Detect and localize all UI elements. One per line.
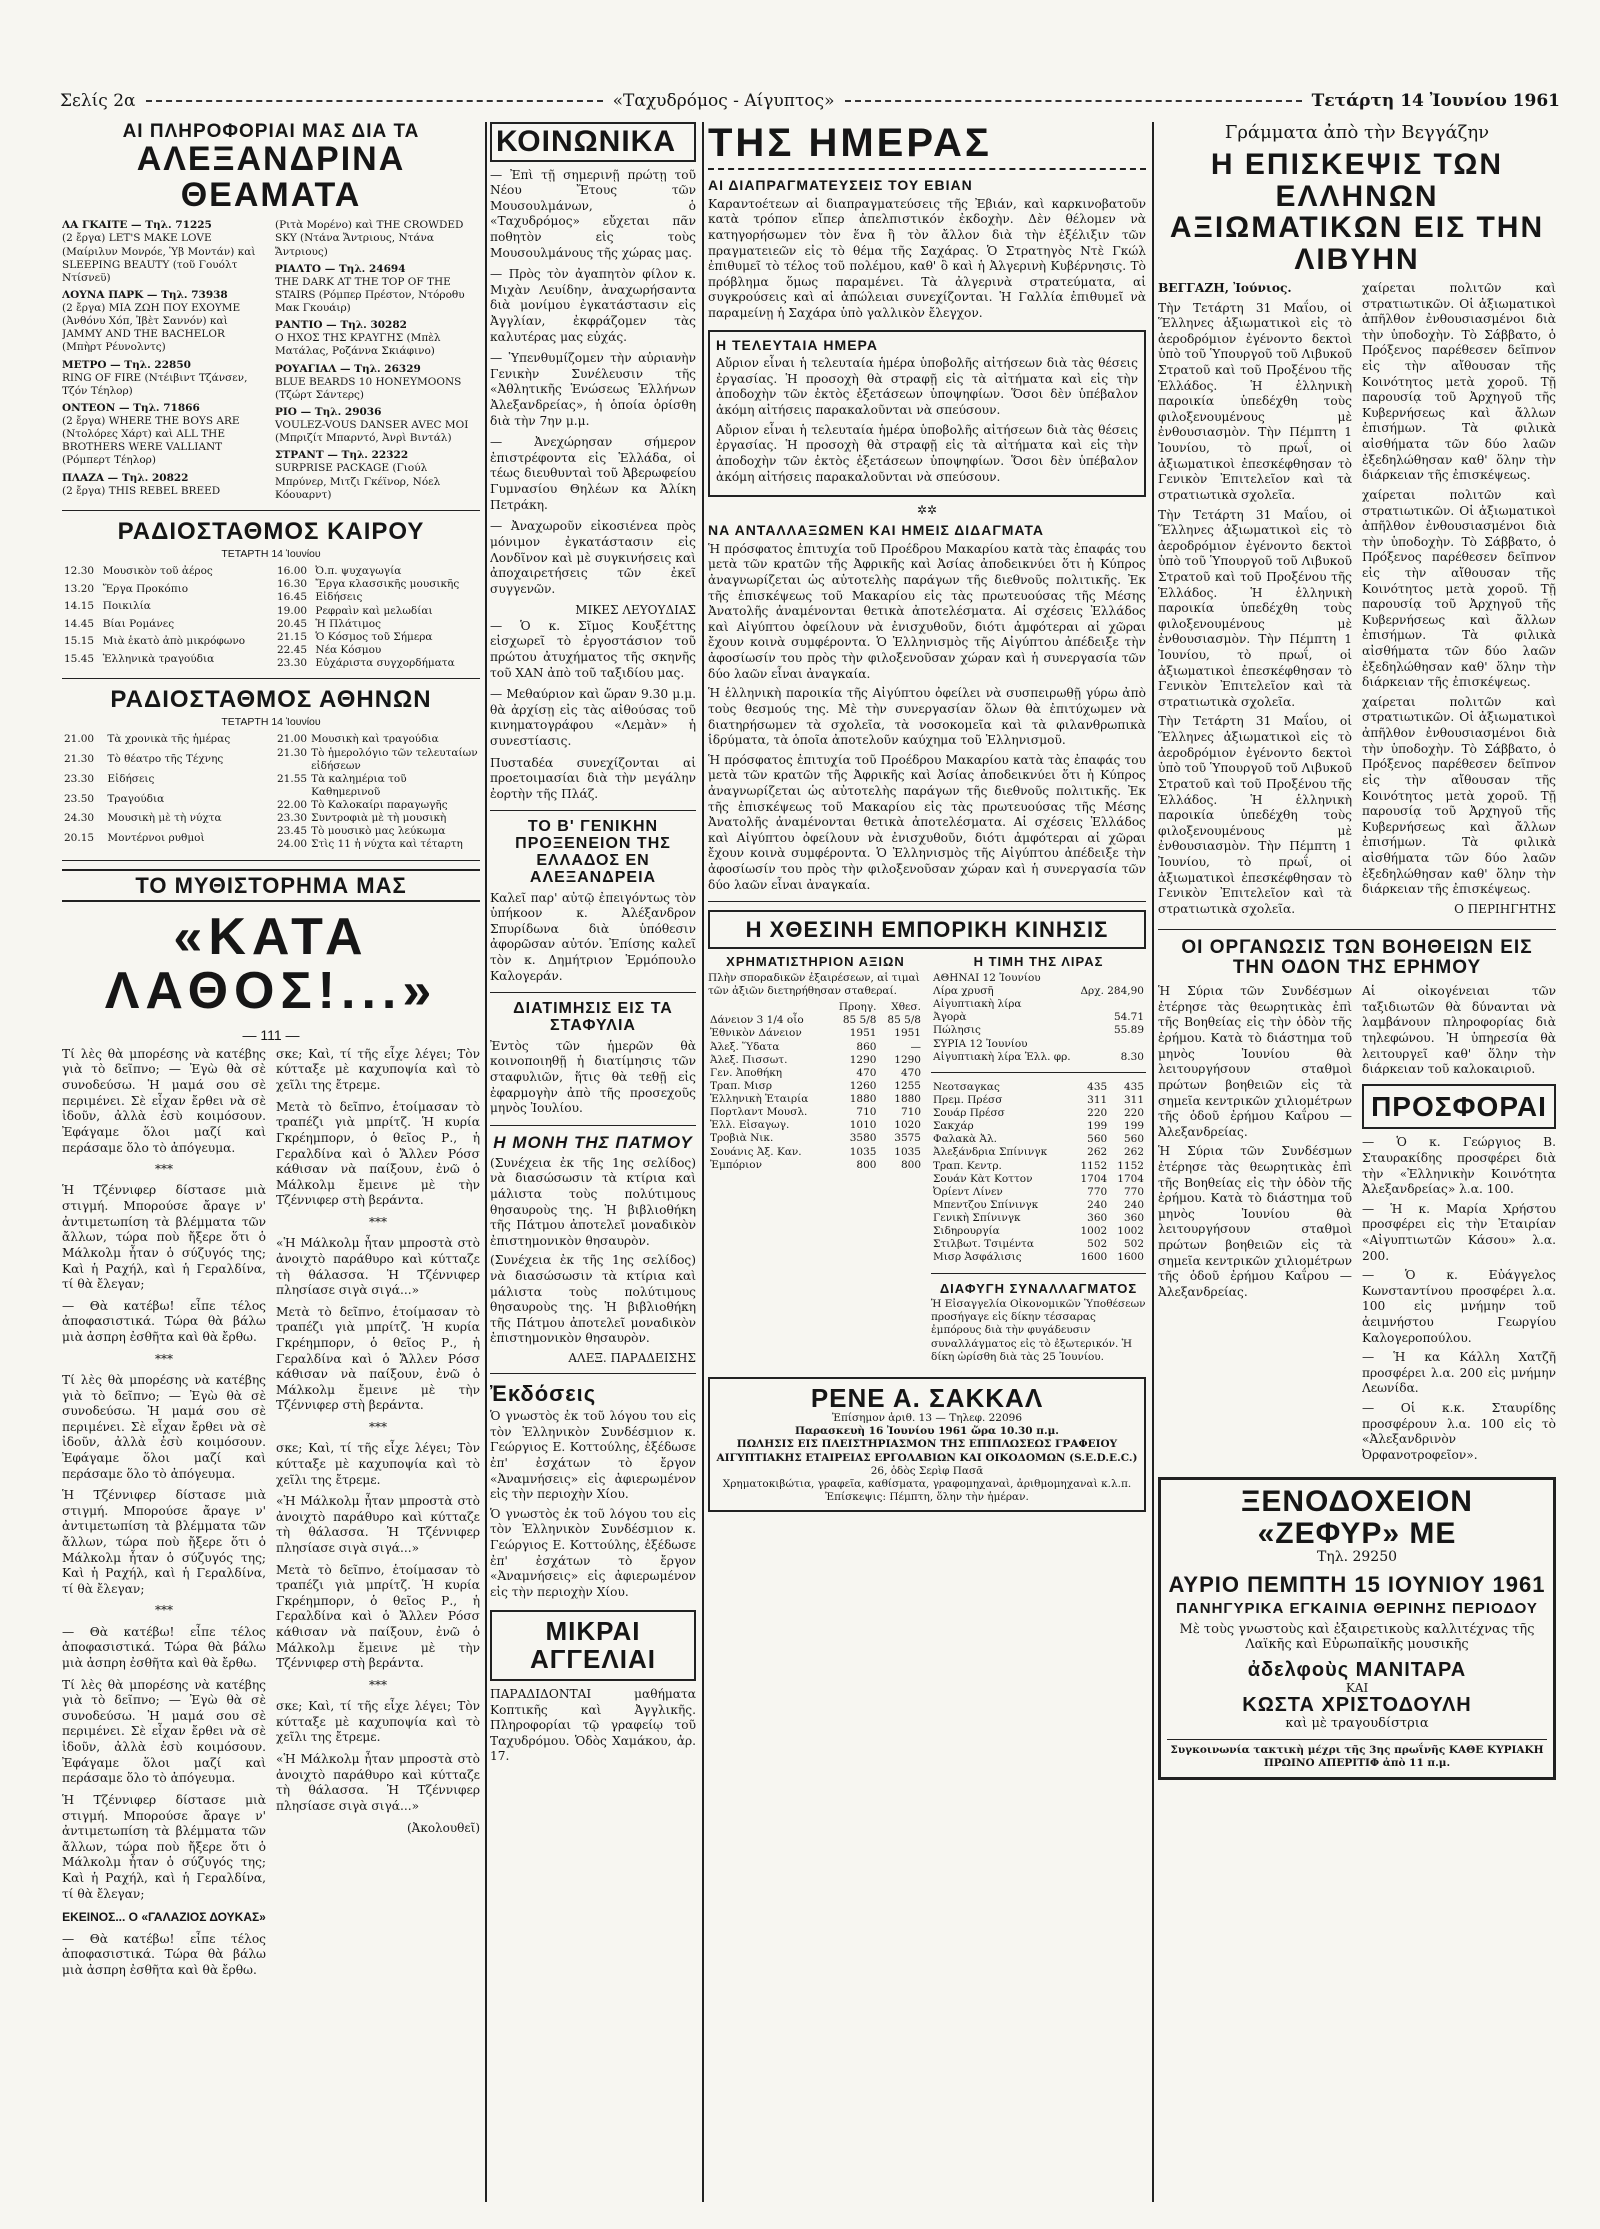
novel-body — [62, 1047, 480, 1985]
social-item: — Ὁ κ. Σῖμος Κουξέττης εἰσχωρεῖ τὸ ἐργοστάσιον τοῦ πρώτου ἀτυχήματος τῆς σκηνῆς τοῦ ΧΑΝ ἀπὸ τοῦ ταξιδίου μας. — [490, 618, 696, 680]
offer-item: — Ἡ κα Κάλλη Χατζῆ προσφέρει λ.α. 200 εἰς μνήμην Λεωνίδα. — [1362, 1350, 1556, 1396]
zefyr-footer: Συγκοινωνία τακτικὴ μέχρι τῆς 3ης πρωΐνῆς ΚΑΘΕ ΚΥΡΙΑΚΗ ΠΡΩΙΝΟ ΑΠΕΡΙΤΙΦ ἀπὸ 11 π.μ. — [1167, 1739, 1547, 1770]
benghazi-title: Η ΕΠΙΣΚΕΨΙΣ ΤΩΝ ΕΛΛΗΝΩΝ ΑΞΙΩΜΑΤΙΚΩΝ ΕΙΣ ΤΗΝ ΛΙΒΥΗΝ — [1169, 148, 1545, 276]
novel-paragraph: Τί λὲς θὰ μπορέσης νὰ κατέβης γιὰ τὸ δεῖπνο; — Ἐγὼ θὰ σὲ συνοδεύσω. Ἡ μαμά σου σὲ περιμένει. Σὲ εἶχαν ἔρθει νὰ σὲ ἰδοῦν, ἀλλὰ ἐσὺ κοιμόσουν. Ἐφάγαμε ὅλοι μαζί καὶ περάσαμε ὅλο τὸ ἀπόγευμα. — [62, 1372, 266, 1481]
consulate-heading: ΤΟ Β' ΓΕΝΙΚΗΝ ΠΡΟΞΕΝΕΙΟΝ ΤΗΣ ΕΛΛΑΔΟΣ ΕΝ ΑΛΕΞΑΝΔΡΕΙΑ — [515, 818, 671, 886]
patmos-text: (Συνέχεια ἐκ τῆς 1ης σελίδος) νὰ διασώσωσιν τὰ κτίρια καὶ μάλιστα τοὺς πολύτιμους θησαυροὺς της. Ἡ βιβλιοθήκη τῆς Πάτμου ἀποτελεῖ μοναδικὸν ἐπιστημονικὸν θησαυρὸν. — [490, 1253, 696, 1346]
cinema-item: (Ριτὰ Μορένο) καὶ THE CROWDED SKY (Ντάνα Ἄντριους, Ντάνα Ἄντριους) — [275, 219, 464, 258]
program-row: 23.30 Εἰδήσεις — [64, 772, 155, 785]
gold-section — [931, 955, 1146, 1367]
table-row: Ἑλληνικὴ Ἑταιρία 1880 1880 — [710, 1093, 921, 1106]
benghazi-paragraph: Τὴν Τετάρτη 31 Μαΐου, οἱ Ἕλληνες ἀξιωματικοὶ εἰς τὸ ἀεροδρόμιον ἐγένοντο δεκτοὶ ὑπὸ τοῦ Ὑπουργοῦ τοῦ Λιβυκοῦ Στρατοῦ καὶ τοῦ Προξένου τῆς Ἑλλάδος. Ἡ ἑλληνικὴ παροικία ὑπεδέχθη τοὺς φιλοξενουμένους μὲ ἐνθουσιασμὸν. Τὴν Πέμπτη 1 Ἰουνίου, τὸ πρωΐ, οἱ ἀξιωματικοὶ ἐπεσκέφθησαν τὸ Γενικὸν Ἐπιτελεῖον καὶ τὰ στρατιωτικὰ σχολεῖα. — [1158, 714, 1352, 916]
table-row: ΑΘΗΝΑΙ 12 Ἰουνίου — [933, 971, 1041, 984]
zefyr-description: Μὲ τοὺς γνωστοὺς καὶ ἐξαιρετικοὺς καλλιτέχνας τῆς Λαϊκῆς καὶ Εὐρωπαϊκῆς μουσικῆς — [1179, 1622, 1535, 1653]
publications-heading: Ἐκδόσεις — [490, 1381, 597, 1407]
bourse-heading: ΧΡΗΜΑΤΙΣΤΗΡΙΟΝ ΑΞΙΩΝ — [726, 954, 905, 970]
table-row: Σιδηρουργία 1002 1002 — [933, 1225, 1144, 1238]
table-row: Στιλβωτ. Τσιμέντα 502 502 — [933, 1238, 1144, 1251]
bourse-table — [708, 1001, 923, 1172]
program-row: 21.30 Τὸ θέατρο τῆς Τέχνης — [64, 753, 224, 766]
radio-athens-date: ΤΕΤΑΡΤΗ 14 Ἰουνίου — [221, 716, 321, 729]
patmos-heading: Η ΜΟΝΗ ΤΗΣ ΠΑΤΜΟΥ — [493, 1132, 693, 1152]
program-row: 16.30 Ἔργα κλασσικῆς μουσικῆς — [277, 578, 460, 591]
table-row: Γεν. Ἀποθήκη 470 470 — [710, 1066, 921, 1079]
cinema-item: ΜΕΤΡΟ — Τηλ. 22850 RING OF FIRE (Ντέιβιντ Τζάνσεν, Τζόν Τέηλορ) — [62, 358, 248, 397]
table-row: Σουάνις Ἀξ. Καν. 1035 1035 — [710, 1145, 921, 1158]
bourse-section — [708, 955, 923, 1367]
aid-paragraph: Ἡ Σύρια τῶν Συνδέσμων ἐτέρησε τὰς θεωρητικὰς ἐπὶ τῆς Βοηθείας εἰς τὴν ὁδὸν τῆς ἐρήμου. Κατὰ τὸ διάστημα τοῦ μηνὸς Ἰουνίου θὰ λειτουργήσουν σταθμοὶ πρώτων βοηθειῶν εἰς τὰ σημεῖα κεντρικῶν χιλιομέτρων τῆς ὁδοῦ ἐρήμου Καΐρου — Ἀλεξανδρείας. — [1158, 1144, 1352, 1299]
table-row: Δάνειον 3 1/4 οἶο 85 5/8 85 5/8 — [710, 1014, 921, 1027]
radio-cairo-schedule — [62, 565, 480, 670]
sakkal-auction-ad — [708, 1377, 1146, 1512]
novel-paragraph: Μετὰ τὸ δεῖπνο, ἑτοίμασαν τὸ τραπέζι γιὰ μπρίτζ. Ἡ κυρία Γκρέημπορν, ὁ θεῖος Ρ., ἡ Γεραλδίνα καὶ ὁ Ἄλλεν Ρόσσ κάθισαν νὰ παίξουν, ἐνῶ ὁ Μάλκολμ ἔμεινε μὲ τὴν Τζέννιφερ στὴ βεράντα. — [276, 1304, 480, 1413]
program-row: 23.50 Τραγούδια — [64, 792, 165, 805]
benghazi-column-2 — [1362, 281, 1556, 921]
program-row: 22.45 Νέα Κόσμου — [277, 643, 382, 656]
aid-body — [1158, 984, 1556, 1467]
social-item: Πυσταδέα συνεχίζονται αἱ προετοιμασίαι διὰ τὴν μεγάλην ἐορτὴν τῆς Πλάζ. — [490, 755, 696, 801]
column-day: ΤΗΣ ΗΜΕΡΑΣ ΑΙ ΔΙΑΠΡΑΓΜΑΤΕΥΣΕΙΣ ΤΟΥ ΕΒΙΑΝ Καραντοέτεων αἱ διαπραγματεύσεις τῆς Ἐβιάν, καὶ καρκινοβατοῦν κατὰ τρόπον εἴπερ ἀπελπιστικόν ἐκδοχὴν. Δὲν θέλομεν νὰ κατηγορήσωμεν τὸν ἕνα ἢ τὸν ἄλλον διὰ τὴν ἐξέλιξιν τῶν πραγματειεῶν εἰς τὸ θέμα τῆς Σαχάρας. Ὁ Στρατηγὸς Ντὲ Γκώλ ἐπιθυμεῖ τὸ τέλος τοῦ πολέμου, καθ' ὃ καὶ ἡ Ἀλγερινὴ Κυβέρνησις. Τὸ πρόβλημα ὅμως παραμένει. Τὰ ἀλγερινὰ στρατεύματα, αἱ συγκρούσεις καὶ αἱ ἀπώλειαι συνεχίζονται. Ἡ Γαλλία ἐπιθυμεῖ νὰ παραμείνῃ ἡ Σαχάρα ὑπὸ γαλλικὸν ἔλεγχον. Η ΤΕΛΕΥΤΑΙΑ ΗΜΕΡΑ Αὔριον εἶναι ἡ τελευταία ἡμέρα ὑποβολῆς αἰτήσεων διὰ τὰς θέσεις ἐργασίας. Ἡ προσοχὴ θὰ στραφῇ εἰς τὰ αἰτήματα καὶ εἰς τὴν ἀποδοχὴν τῶν ἐκτὸς ἐξετάσεων ὑποψηφίων. Ὅσοι δὲν ὑπέβαλον ἀκόμη αἰτήσεις παρακαλοῦνται νὰ σπεύσουν. Αὔριον εἶναι ἡ τελευταία ἡμέρα ὑποβολῆς αἰτήσεων διὰ τὰς θέσεις ἐργασίας. Ἡ προσοχὴ θὰ στραφῇ εἰς τὰ αἰτήματα καὶ εἰς τὴν ἀποδοχὴν τῶν ἐκτὸς ἐξετάσεων ὑποψηφίων. Ὅσοι δὲν ὑπέβαλον ἀκόμη αἰτήσεις παρακαλοῦνται νὰ σπεύσουν. ✲✲ ΝΑ ΑΝΤΑΛΛΑΞΩΜΕΝ ΚΑΙ ΗΜΕΙΣ ΔΙΔΑΓΜΑΤΑ Ἡ πρόσφατος ἐπιτυχία τοῦ Προέδρου Μακαρίου κατὰ τὰς ἐπαφάς του μετὰ τῶν κρατῶν τῆς Ἀφρικῆς καὶ Ἀσίας ἀποδεικνύει ὅτι ἡ Κύπρος ἀναγνωρίζεται ὡς αὐτοτελὴς παράγων τῆς διεθνοῦς πολιτικῆς. Ἐκ τῆς ἐπισκέψεως τοῦ Μακαρίου εἰς τὰς πρωτευούσας τῆς Μέσης Ἀνατολῆς ἀναμένονται θετικὰ ἀποτελέσματα. Αἱ σχέσεις Ἑλλάδος καὶ Αἰγύπτου ὀφείλουν νὰ ἐνισχυθοῦν, διότι ἀμφότεραι αἱ χῶραι ἔχουν κοινὰ συμφέροντα. Ὁ Ἑλληνισμὸς τῆς Αἰγύπτου ἀπέδειξε τὴν ἀφοσίωσίν του πρὸς τὴν φιλοξενοῦσαν χώραν καὶ ἡ συνεργασία τῶν δύο λαῶν εἶναι ἀναγκαία. Ἡ ἑλληνικὴ παροικία τῆς Αἰγύπτου ὀφείλει νὰ συσπειρωθῇ γύρω ἀπὸ τοὺς θεσμούς της. Μὲ τὴν συνεργασίαν ὅλων θὰ ἐπιτύχωμεν νὰ διατηρήσωμεν τὰ σχολεῖα, τὰ νοσοκομεῖα καὶ τὰ φιλανθρωπικὰ ἱδρύματα, τὰ ὁποῖα ἀποτελοῦν καύχημα τοῦ Ἑλληνισμοῦ. Ἡ πρόσφατος ἐπιτυχία τοῦ Προέδρου Μακαρίου κατὰ τὰς ἐπαφάς του μετὰ τῶν κρατῶν τῆς Ἀφρικῆς καὶ Ἀσίας ἀποδεικνύει ὅτι ἡ Κύπρος ἀναγνωρίζεται ὡς αὐτοτελὴς παράγων τῆς διεθνοῦς πολιτικῆς. Ἐκ τῆς ἐπισκέψεως τοῦ Μακαρίου εἰς τὰς πρωτευούσας τῆς Μέσης Ἀνατολῆς ἀναμένονται θετικὰ ἀποτελέσματα. Αἱ σχέσεις Ἑλλάδος καὶ Αἰγύπτου ὀφείλουν νὰ ἐνισχυθοῦν, διότι ἀμφότεραι αἱ χῶραι ἔχουν κοινὰ συμφέροντα. Ὁ Ἑλληνισμὸς τῆς Αἰγύπτου ἀπέδειξε τὴν ἀφοσίωσίν του πρὸς τὴν φιλοξενοῦσαν χώραν καὶ ἡ συνεργασία τῶν δύο λαῶν εἶναι ἀναγκαία. Η ΧΘΕΣΙΝΗ ΕΜΠΟΡΙΚΗ ΚΙΝΗΣΙΣ ΧΡΗΜΑΤΙΣΤΗΡΙΟΝ ΑΞΙΩΝ Πλὴν σποραδικῶν ἐξαιρέσεων, αἱ τιμαὶ τῶν ἀξιῶν διετηρήθησαν σταθεραί. Προηγ. Χθεσ. Δάνειον 3 1/4 οἶο 85 5/8 85 5/8 Ἐθνικὸν Δάνειον 1951 1951 Ἀλεξ. Ὕδατα 860 — Ἀλεξ. Πισσωτ. 1290 1290 Γεν. Ἀποθήκη 470 470 Τραπ. Μισρ 1260 1255 Ἑλληνικὴ Ἑταιρία 1880 1880 Πορτλαντ Μουσλ. 710 710 Ἑλλ. Εἰσαγωγ. 1010 1020 Τροβιὰ Νικ. 3580 3575 Σουάνις Ἀξ. Καν. 1035 1035 Ἐμπόριον 800 800 Η ΤΙΜΗ ΤΗΣ ΛΙΡΑΣ ΑΘΗΝΑΙ 12 Ἰουνίου Λίρα χρυσῆ Δρχ. 284,90 Αἰγυπτιακὴ λίρα Ἀγορὰ 54.71 Πώλησις 55.89 ΣΥΡΙΑ 12 Ἰουνίου Αἰγυπτιακὴ λίρα Ἐλλ. φρ. 8.30 Νεοτσαγκας 435 435 Πρεμ. Πρέσσ 311 311 Σουάρ Πρέσσ 220 220 Σακχάρ 199 199 Φαλακὰ Ἀλ. 560 560 Ἀλεξάνδρια Σπίνινγκ 262 262 Τραπ. Κεντρ. 1152 1152 Σουάν Κὰτ Κοττον 1704 1704 Ὀρίεντ Λίνεν 770 770 Μπεντζου Σπίνινγκ 240 240 Γενικὴ Σπίνινγκ 360 360 Σιδηρουργία 1002 1002 Στιλβωτ. Τσιμέντα 502 502 Μισρ Ἀσφάλισις 1600 1600 ΔΙΑΦΥΓΗ ΣΥΝΑΛΛΑΓΜΑΤΟΣ Ἡ Εἰσαγγελία Οἰκονομικῶν Ὑποθέσεων προσήγαγε εἰς δίκην τέσσαρας ἐμπόρους διὰ τὴν φυγάδευσιν συναλλάγματος εἰς τὸ ἐξωτερικόν. Ἡ δίκη ὡρίσθη διὰ τὰς 25 Ἰουνίου. ΡΕΝΕ Α. ΣΑΚΚΑΛ Ἐπίσημον ἀριθ. 13 — Τηλεφ. 22096 Παρασκευὴ 16 Ἰουνίου 1961 ὥρα 10.30 π.μ. ΠΩΛΗΣΙΣ ΕΙΣ ΠΛΕΙΣΤΗΡΙΑΣΜΟΝ ΤΗΣ ΕΠΙΠΛΩΣΕΩΣ ΓΡΑΦΕΙΟΥ ΑΙΓΥΠΤΙΑΚΗΣ ΕΤΑΙΡΕΙΑΣ ΕΡΓΟΛΑΒΙΩΝ ΚΑΙ ΟΙΚΟΔΟΜΩΝ (S.E.D.E.C.) 26, ὁδὸς Σερὶφ Πασᾶ Χρηματοκιβώτια, γραφεῖα, καθίσματα, γραφομηχαναὶ, ἀριθμομηχαναὶ κ.λ.π. Ἐπίσκεψις: Πέμπτη, ὅλην τὴν ἡμέραν. — [708, 122, 1146, 2202]
zefyr-and: ΚΑΙ — [1345, 1681, 1369, 1696]
table-header: Προηγ. Χθεσ. — [838, 1001, 921, 1014]
table-row: Πορτλαντ Μουσλ. 710 710 — [710, 1106, 921, 1119]
table-row: Ἐμπόριον 800 800 — [710, 1158, 921, 1171]
program-row: 16.45 Εἰδήσεις — [277, 591, 363, 604]
sakkal-address: Ἐπίσημον ἀριθ. 13 — Τηλεφ. 22096 — [831, 1412, 1023, 1425]
aid-title: ΟΙ ΟΡΓΑΝΩΣΙΣ ΤΩΝ ΒΟΗΘΕΙΩΝ ΕΙΣ ΤΗΝ ΟΔΟΝ ΤΗΣ ΕΡΗΜΟΥ — [1181, 937, 1533, 979]
social-item: — Ἀνεχώρησαν σήμερον ἐπιστρέφοντα εἰς Ἑλλάδα, οἱ τέως διευθυνταὶ τοῦ Ἀβερωφείου Γυμνασίου Θηλέων κα Ἀλίκη Πετράκη. — [490, 435, 696, 512]
radio-cairo-left — [62, 565, 267, 670]
novel-paragraph: Ἡ Τζέννιφερ δίστασε μιὰ στιγμή. Μπορούσε ἄραγε ν' ἀντιμετωπίση τὰ βλέμματα τῶν ἄλλων, τώρα ποὺ ἤξερε ὅτι ὁ Μάλκολμ ἦταν ὁ σύζυγός της; Καὶ ἡ Ραχήλ, καὶ ἡ Γεραλδίνα, τί θὰ ἔλεγαν; — [62, 1792, 266, 1901]
program-row: 21.00 Τὰ χρονικὰ τῆς ἡμέρας — [64, 733, 231, 746]
grapes-text: Ἐντὸς τῶν ἡμερῶν θὰ κοινοποιηθῇ ἡ διατίμησις τῶν σταφυλιῶν, ἥτις θὰ τεθῇ εἰς ἐφαρμογὴν ἀπὸ τῆς προσεχοῦς μηνὸς Ἰουλίου. — [490, 1038, 696, 1116]
benghazi-kicker: Γράμματα ἀπὸ τὴν Βεγγάζην — [1224, 122, 1490, 143]
table-row: Σακχάρ 199 199 — [933, 1120, 1144, 1133]
theatres-heading: ΑΛΕΞΑΝΔΡΙΝΑ ΘΕΑΜΑΤΑ — [136, 139, 406, 214]
table-row: Αἰγυπτιακὴ λίρα Ἐλλ. φρ. 8.30 — [933, 1050, 1144, 1063]
small-ads-heading: ΜΙΚΡΑΙ ΑΓΓΕΛΙΑΙ — [490, 1610, 696, 1681]
table-row: Λίρα χρυσῆ Δρχ. 284,90 — [933, 985, 1144, 998]
novel-paragraph: Ἡ Τζέννιφερ δίστασε μιὰ στιγμή. Μπορούσε ἄραγε ν' ἀντιμετωπίση τὰ βλέμματα τῶν ἄλλων, τώρα ποὺ ἤξερε ὅτι ὁ Μάλκολμ ἦταν ὁ σύζυγός της; Καὶ ἡ Ραχήλ, καὶ ἡ Γεραλδίνα, τί θὰ ἔλεγαν; — [62, 1183, 266, 1292]
last-day-heading: Η ΤΕΛΕΥΤΑΙΑ ΗΜΕΡΑ — [716, 336, 878, 353]
column-social — [490, 122, 696, 2202]
cinema-item: ΡΙΟ — Τηλ. 29036 VOULEZ-VOUS DANSER AVEC MOI (Μπριζίτ Μπαρντό, Ἀνρὶ Βιντάλ) — [275, 405, 469, 445]
table-row: Ἀγορὰ 54.71 — [933, 1011, 1144, 1024]
info-heading: ΑΙ ΠΛΗΡΟΦΟΡΙΑΙ ΜΑΣ ΔΙΑ ΤΑ — [122, 122, 420, 142]
zefyr-date: ΑΥΡΙΟ ΠΕΜΠΤΗ 15 ΙΟΥΝΙΟΥ 1961 — [1168, 1572, 1546, 1598]
benghazi-column-1 — [1158, 281, 1352, 921]
cinema-listings — [62, 219, 480, 502]
last-day-text: Αὔριον εἶναι ἡ τελευταία ἡμέρα ὑποβολῆς αἰτήσεων διὰ τὰς θέσεις ἐργασίας. Ἡ προσοχὴ θὰ στραφῇ εἰς τὰ αἰτήματα καὶ εἰς τὴν ἀποδοχὴν τῶν ἐκτὸς ἐξετάσεων ὑποψηφίων. Ὅσοι δὲν ὑπέβαλον ἀκόμη αἰτήσεις παρακαλοῦνται νὰ σπεύσουν. — [716, 422, 1138, 484]
cinema-list-left — [62, 219, 267, 502]
novel-paragraph: Τί λὲς θὰ μπορέσης νὰ κατέβης γιὰ τὸ δεῖπνο; — Ἐγὼ θὰ σὲ συνοδεύσω. Ἡ μαμά σου σὲ περιμένει. Σὲ εἶχαν ἔρθει νὰ σὲ ἰδοῦν, ἀλλὰ ἐσὺ κοιμόσουν. Ἐφάγαμε ὅλοι μαζί καὶ περάσαμε ὅλο τὸ ἀπόγευμα. — [62, 1677, 266, 1786]
table-row: Σουάρ Πρέσσ 220 220 — [933, 1107, 1144, 1120]
cinema-item: ΟΝΤΕΟΝ — Τηλ. 71866 (2 ἔργα) WHERE THE BOYS ARE (Ντολόρες Χάρτ) καὶ ALL THE BROTHERS WERE VALLIANT (Ρόμπερτ Τέηλορ) — [62, 401, 240, 467]
sakkal-date: Παρασκευὴ 16 Ἰουνίου 1961 ὥρα 10.30 π.μ. — [795, 1425, 1059, 1438]
zefyr-role: καὶ μὲ τραγουδίστρια — [1285, 1716, 1429, 1732]
novel-paragraph: Ἡ Τζέννιφερ δίστασε μιὰ στιγμή. Μπορούσε ἄραγε ν' ἀντιμετωπίση τὰ βλέμματα τῶν ἄλλων, τώρα ποὺ ἤξερε ὅτι ὁ Μάλκολμ ἦταν ὁ σύζυγός της; Καὶ ἡ Ραχήλ, καὶ ἡ Γεραλδίνα, τί θὰ ἔλεγαν; — [62, 1488, 266, 1596]
table-row: Ἐθνικὸν Δάνειον 1951 1951 — [710, 1027, 921, 1040]
program-row: 16.00 Ὀ.π. ψυχαγωγία — [277, 565, 402, 578]
program-row: 24.30 Μουσικὴ μὲ τὴ νύχτα — [64, 812, 222, 825]
social-item: — Πρὸς τὸν ἀγαπητὸν φίλον κ. Μιχὰν Λευίδην, ἀναχωρήσαντα διὰ μονίμου ἐγκατάστασιν εἰς Ἀγγλίαν, ἐκφράζομεν τὰς καλυτέρας μας εὐχάς. — [490, 267, 696, 344]
offers-title: ΠΡΟΣΦΟΡΑΙ — [1362, 1084, 1556, 1129]
benghazi-paragraph: Τὴν Τετάρτη 31 Μαΐου, οἱ Ἕλληνες ἀξιωματικοὶ εἰς τὸ ἀεροδρόμιον ἐγένοντο δεκτοὶ ὑπὸ τοῦ Ὑπουργοῦ τοῦ Λιβυκοῦ Στρατοῦ καὶ τοῦ Προξένου τῆς Ἑλλάδος. Ἡ ἑλληνικὴ παροικία ὑπεδέχθη τοὺς φιλοξενουμένους μὲ ἐνθουσιασμὸν. Τὴν Πέμπτη 1 Ἰουνίου, τὸ πρωΐ, οἱ ἀξιωματικοὶ ἐπεσκέφθησαν τὸ Γενικὸν Ἐπιτελεῖον καὶ τὰ στρατιωτικὰ σχολεῖα. — [1158, 507, 1352, 709]
table-row: Μπεντζου Σπίνινγκ 240 240 — [933, 1198, 1144, 1211]
program-row: 21.15 Ὁ Κόσμος τοῦ Σήμερα — [277, 630, 433, 643]
table-row: Ὀρίεντ Λίνεν 770 770 — [933, 1185, 1144, 1198]
grapes-heading: ΔΙΑΤΙΜΗΣΙΣ ΕΙΣ ΤΑ ΣΤΑΦΥΛΙΑ — [513, 1000, 673, 1035]
table-row: Πώλησις 55.89 — [933, 1024, 1144, 1037]
cinema-item: ΡΟΥΑΓΙΑΛ — Τηλ. 26329 BLUE BEARDS 10 HONEYMOONS (Τζώρτ Σάντερς) — [275, 362, 462, 401]
offer-item: — Ἡ κ. Μαρία Χρήστου προσφέρει εἰς τὴν Ἑταιρίαν «Αἰγυπτιωτῶν Κάσου» λ.α. 200. — [1362, 1201, 1556, 1263]
table-row: Τροβιὰ Νικ. 3580 3575 — [710, 1132, 921, 1145]
publications-text: Ὁ γνωστὸς ἐκ τοῦ λόγου του εἰς τὸν Ἑλληνικὸν Συνδέσμιον κ. Γεώργιος Ε. Κοττούλης, ἐξέδωσε ἐπ' ἐσχάτων τὸ ἔργον «Ἀναμνήσεις» εἰς ἀφιερωμένον εἰς τὴν περιοχὴν Χίου. — [490, 1409, 696, 1502]
novel-paragraph: σκε; Καὶ, τί τῆς εἶχε λέγει; Τὸν κύτταξε μὲ καχυποψία καὶ τὸ χεῖλι της ἔτρεμε. — [276, 1699, 480, 1745]
benghazi-dateline: ΒΕΓΓΑΖΗ, Ἰούνιος. — [1158, 281, 1292, 295]
program-row: 21.55 Τὰ καλημέρια τοῦ Καθημερινοῦ — [277, 772, 407, 798]
program-row: 14.15 Ποικιλία — [64, 600, 151, 613]
novel-paragraph: «Ἡ Μάλκολμ ἦταν μπροστὰ στὸ ἀνοιχτὸ παράθυρο καὶ κύτταζε τὴ θάλασσα. Ἡ Τζέννιφερ πλησίασε σιγὰ σιγά...» — [276, 1752, 480, 1813]
aid-column-2 — [1362, 984, 1556, 1467]
program-row: 24.00 Στὶς 11 ἡ νύχτα καὶ τέταρτη — [277, 838, 463, 851]
table-row: Αἰγυπτιακὴ λίρα — [933, 998, 1022, 1011]
sakkal-items: Χρηματοκιβώτια, γραφεῖα, καθίσματα, γραφομηχαναὶ, ἀριθμομηχαναὶ κ.λ.π. Ἐπίσκεψις: Πέμπτη, ὅλην τὴν ἡμέραν. — [722, 1477, 1132, 1503]
table-row: ΣΥΡΙΑ 12 Ἰουνίου — [933, 1037, 1028, 1050]
novel-paragraph: — Θὰ κατέβω! εἶπε τέλος ἀποφασιστικά. Τώρα θὰ βάλω μιὰ ἀσπρη ἐσθῆτα καὶ θὰ ἔρθω. — [62, 1931, 266, 1977]
aid-paragraph: Ἡ Σύρια τῶν Συνδέσμων ἐτέρησε τὰς θεωρητικὰς ἐπὶ τῆς Βοηθείας εἰς τὴν ὁδὸν τῆς ἐρήμου. Κατὰ τὸ διάστημα τοῦ μηνὸς Ἰουνίου θὰ λειτουργήσουν σταθμοὶ πρώτων βοηθειῶν εἰς τὰ σημεῖα κεντρικῶν χιλιομέτρων τῆς ὁδοῦ ἐρήμου Καΐρου — Ἀλεξανδρείας. — [1158, 984, 1352, 1139]
cinema-item: ΠΛΑΖΑ — Τηλ. 20822 (2 ἔργα) THIS REBEL BREED — [62, 471, 221, 497]
radio-athens-title: ΡΑΔΙΟΣΤΑΘΜΟΣ ΑΘΗΝΩΝ — [110, 686, 432, 714]
offer-item: — Ὁ κ. Εὐάγγελος Κωνσταντίνου προσφέρει λ.α. 100 εἰς μνήμην τοῦ ἀειμνήστου Γεωργίου Καλογεροπούλου. — [1362, 1268, 1556, 1345]
market-body — [708, 955, 1146, 1367]
market-title: Η ΧΘΕΣΙΝΗ ΕΜΠΟΡΙΚΗ ΚΙΝΗΣΙΣ — [708, 910, 1146, 949]
lessons-heading: ΝΑ ΑΝΤΑΛΛΑΞΩΜΕΝ ΚΑΙ ΗΜΕΙΣ ΔΙΔΑΓΜΑΤΑ — [708, 522, 1044, 539]
radio-cairo-date: ΤΕΤΑΡΤΗ 14 Ἰουνίου — [221, 548, 321, 560]
table-row: Σουάν Κὰτ Κοττον 1704 1704 — [933, 1172, 1144, 1185]
benghazi-paragraph: χαίρεται πολιτῶν καὶ στρατιωτικῶν. Οἱ ἀξιωματικοὶ ἀπῆλθον ἐνθουσιασμένοι διὰ τὴν ὑποδοχὴν. Τὸ Σάββατο, ὁ Πρόξενος παρέθεσεν δεῖπνον εἰς τὴν αἴθουσαν τῆς Κοινότητος μετὰ χοροῦ. Τῇ παρουσίᾳ τοῦ Ἀρχηγοῦ τῆς Κυβερνήσεως καὶ ἄλλων ἐπισήμων. Τὰ φιλικὰ αἰσθήματα τῶν δύο λαῶν ἐξεδηλώθησαν καθ' ὅλην τὴν διάρκειαν τῆς ἐπισκέψεως. — [1362, 281, 1556, 483]
benghazi-paragraph: χαίρεται πολιτῶν καὶ στρατιωτικῶν. Οἱ ἀξιωματικοὶ ἀπῆλθον ἐνθουσιασμένοι διὰ τὴν ὑποδοχὴν. Τὸ Σάββατο, ὁ Πρόξενος παρέθεσεν δεῖπνον εἰς τὴν αἴθουσαν τῆς Κοινότητος μετὰ χοροῦ. Τῇ παρουσίᾳ τοῦ Ἀρχηγοῦ τῆς Κυβερνήσεως καὶ ἄλλων ἐπισήμων. Τὰ φιλικὰ αἰσθήματα τῶν δύο λαῶν ἐξεδηλώθησαν καθ' ὅλην τὴν διάρκειαν τῆς ἐπισκέψεως. — [1362, 487, 1556, 690]
novel-paragraph: «Ἡ Μάλκολμ ἦταν μπροστὰ στὸ ἀνοιχτὸ παράθυρο καὶ κύτταζε τὴ θάλασσα. Ἡ Τζέννιφερ πλησίασε σιγὰ σιγά...» — [276, 1494, 480, 1556]
program-row: 21.30 Τὸ ἡμερολόγιο τῶν τελευταίων εἰδήσεων — [277, 746, 478, 772]
issue-date: Τετάρτη 14 Ἰουνίου 1961 — [1311, 91, 1560, 111]
paper-name: «Ταχυδρόμος - Αίγυπτος» — [612, 91, 835, 111]
program-row: 20.45 Ἡ Πλάτιμος — [277, 617, 381, 630]
social-items — [490, 168, 696, 803]
offer-item: — Οἱ κ.κ. Σταυρίδης προσφέρουν λ.α. 100 εἰς τὸ «Ἀλεξανδρινὸν Ὀρφανοτροφεῖον». — [1362, 1401, 1556, 1462]
gold-table — [931, 972, 1146, 1064]
zefyr-hotel-ad — [1158, 1477, 1556, 1779]
table-row: Μισρ Ἀσφάλισις 1600 1600 — [933, 1251, 1144, 1264]
novel-paragraph: σκε; Καὶ, τί τῆς εἶχε λέγει; Τὸν κύτταξε μὲ καχυποψία καὶ τὸ χεῖλι της ἔτρεμε. — [276, 1046, 480, 1093]
novel-paragraph: σκε; Καὶ, τί τῆς εἶχε λέγει; Τὸν κύτταξε μὲ καχυποψία καὶ τὸ χεῖλι της ἔτρεμε. — [276, 1441, 480, 1487]
zefyr-title: ΞΕΝΟΔΟΧΕΙΟΝ «ΖΕΦΥΡ» ΜΕ — [1241, 1485, 1473, 1550]
exchange-heading: ΔΙΑΦΥΓΗ ΣΥΝΑΛΛΑΓΜΑΤΟΣ — [939, 1280, 1138, 1296]
program-row: 23.30 Συντροφιὰ μὲ τὴ μουσικὴ — [277, 812, 447, 825]
patmos-signature: ΑΛΕΞ. ΠΑΡΑΔΕΙΣΗΣ — [568, 1351, 696, 1366]
consulate-text: Καλεῖ παρ' αὐτῷ ἐπειγόντως τὸν ὑπήκοον κ. Ἀλέξανδρον Σπυρίδωνα διὰ ὑπόθεσιν ἀφορῶσαν αὐτόν. Ἐπίσης καλεῖ τὸν κ. Δημήτριον Ἑρμόπουλο Καλογεράν. — [490, 890, 696, 983]
radio-athens-right — [275, 733, 480, 851]
zefyr-artists-2: ΚΩΣΤΑ ΧΡΙΣΤΟΔΟΥΛΗ — [1242, 1694, 1472, 1717]
program-row: 19.00 Ρεφραὶν καὶ μελωδίαι — [277, 604, 433, 617]
novel-paragraph: Τί λὲς θὰ μπορέσης νὰ κατέβης γιὰ τὸ δεῖπνο; — Ἐγὼ θὰ σὲ συνοδεύσω. Ἡ μαμά σου σὲ περιμένει. Σὲ εἶχαν ἔρθει νὰ σὲ ἰδοῦν, ἀλλὰ ἐσὺ κοιμόσουν. Ἐφάγαμε ὅλοι μαζί καὶ περάσαμε ὅλο τὸ ἀπόγευμα. — [62, 1046, 266, 1155]
lessons-text: Ἡ πρόσφατος ἐπιτυχία τοῦ Προέδρου Μακαρίου κατὰ τὰς ἐπαφάς του μετὰ τῶν κρατῶν τῆς Ἀφρικῆς καὶ Ἀσίας ἀποδεικνύει ὅτι ἡ Κύπρος ἀναγνωρίζεται ὡς αὐτοτελὴς παράγων τῆς διεθνοῦς πολιτικῆς. Ἐκ τῆς ἐπισκέψεως τοῦ Μακαρίου εἰς τὰς πρωτευούσας τῆς Μέσης Ἀνατολῆς ἀναμένονται θετικὰ ἀποτελέσματα. Αἱ σχέσεις Ἑλλάδος καὶ Αἰγύπτου ὀφείλουν νὰ ἐνισχυθοῦν, διότι ἀμφότεραι αἱ χῶραι ἔχουν κοινὰ συμφέροντα. Ὁ Ἑλληνισμὸς τῆς Αἰγύπτου ἀπέδειξε τὴν ἀφοσίωσίν του πρὸς τὴν φιλοξενοῦσαν χώραν καὶ ἡ συνεργασία τῶν δύο λαῶν εἶναι ἀναγκαία. — [708, 541, 1146, 681]
cinema-list-right — [275, 219, 480, 502]
zefyr-artists-1: ἀδελφοὺς ΜΑΝΙΤΑΡΑ — [1247, 1659, 1467, 1682]
table-row: Ἑλλ. Εἰσαγωγ. 1010 1020 — [710, 1119, 921, 1132]
table-row: Ἀλεξ. Ὕδατα 860 — — [710, 1040, 921, 1053]
novel-signature: ΕΚΕΙΝΟΣ... Ο «ΓΑΛΑΖΙΟΣ ΔΟΥΚΑΣ» — [62, 1910, 266, 1925]
bourse-text: Πλὴν σποραδικῶν ἐξαιρέσεων, αἱ τιμαὶ τῶν ἀξιῶν διετηρήθησαν σταθεραί. — [708, 971, 920, 998]
program-row: 20.15 Μοντέρνοι ρυθμοὶ — [64, 831, 205, 844]
publications-text: Ὁ γνωστὸς ἐκ τοῦ λόγου του εἰς τὸν Ἑλληνικὸν Συνδέσμιον κ. Γεώργιος Ε. Κοττούλης, ἐξέδωσε ἐπ' ἐσχάτων τὸ ἔργον «Ἀναμνήσεις» εἰς ἀφιερωμένον εἰς τὴν περιοχὴν Χίου. — [490, 1506, 696, 1599]
novel-chapter: — 111 — — [242, 1026, 300, 1043]
offer-item: — Ὁ κ. Γεώργιος Β. Σταυρακίδης προσφέρει διὰ τὴν «Ἑλληνικὴν Κοινότητα Ἀλεξανδρείας» λ.α. 100. — [1362, 1135, 1556, 1197]
novel-column-2: σκε; Καὶ, τί τῆς εἶχε λέγει; Τὸν κύτταξε μὲ καχυποψία καὶ τὸ χεῖλι της ἔτρεμε. Μετὰ τὸ δεῖπνο, ἑτοίμασαν τὸ τραπέζι γιὰ μπρίτζ. Ἡ κυρία Γκρέημπορν, ὁ θεῖος Ρ., ἡ Γεραλδίνα καὶ ὁ Ἄλλεν Ρόσσ κάθισαν νὰ παίξουν, ἐνῶ ὁ Μάλκολμ ἔμεινε μὲ τὴν Τζέννιφερ στὴ βεράντα. *** «Ἡ Μάλκολμ ἦταν μπροστὰ στὸ ἀνοιχτὸ παράθυρο καὶ κύτταζε τὴ θάλασσα. Ἡ Τζέννιφερ πλησίασε σιγὰ σιγά...» Μετὰ τὸ δεῖπνο, ἑτοίμασαν τὸ τραπέζι γιὰ μπρίτζ. Ἡ κυρία Γκρέημπορν, ὁ θεῖος Ρ., ἡ Γεραλδίνα καὶ ὁ Ἄλλεν Ρόσσ κάθισαν νὰ παίξουν, ἐνῶ ὁ Μάλκολμ ἔμεινε μὲ τὴν Τζέννιφερ στὴ βεράντα. *** σκε; Καὶ, τί τῆς εἶχε λέγει; Τὸν κύτταξε μὲ καχυποψία καὶ τὸ χεῖλι της ἔτρεμε. «Ἡ Μάλκολμ ἦταν μπροστὰ στὸ ἀνοιχτὸ παράθυρο καὶ κύτταζε τὴ θάλασσα. Ἡ Τζέννιφερ πλησίασε σιγὰ σιγά...» Μετὰ τὸ δεῖπνο, ἑτοίμασαν τὸ τραπέζι γιὰ μπρίτζ. Ἡ κυρία Γκρέημπορν, ὁ θεῖος Ρ., ἡ Γεραλδίνα καὶ ὁ Ἄλλεν Ρόσσ κάθισαν νὰ παίξουν, ἐνῶ ὁ Μάλκολμ ἔμεινε μὲ τὴν Τζέννιφερ στὴ βεράντα. *** σκε; Καὶ, τί τῆς εἶχε λέγει; Τὸν κύτταξε μὲ καχυποψία καὶ τὸ χεῖλι της ἔτρεμε. «Ἡ Μάλκολμ ἦταν μπροστὰ στὸ ἀνοιχτὸ παράθυρο καὶ κύτταζε τὴ θάλασσα. Ἡ Τζέννιφερ πλησίασε σιγὰ σιγά...» (Ἀκολουθεῖ) — [276, 1046, 480, 1835]
program-row: 23.45 Τὸ μουσικὸ μας λεύκωμα — [277, 825, 446, 838]
benghazi-paragraph: Τὴν Τετάρτη 31 Μαΐου, οἱ Ἕλληνες ἀξιωματικοὶ εἰς τὸ ἀεροδρόμιον ἐγένοντο δεκτοὶ ὑπὸ τοῦ Ὑπουργοῦ τοῦ Λιβυκοῦ Στρατοῦ καὶ τοῦ Προξένου τῆς Ἑλλάδος. Ἡ ἑλληνικὴ παροικία ὑπεδέχθη τοὺς φιλοξενουμένους μὲ ἐνθουσιασμὸν. Τὴν Πέμπτη 1 Ἰουνίου, τὸ πρωΐ, οἱ ἀξιωματικοὶ ἐπεσκέφθησαν τὸ Γενικὸν Ἐπιτελεῖον καὶ τὰ στρατιωτικὰ σχολεῖα. — [1158, 300, 1352, 502]
zefyr-event: ΠΑΝΗΓΥΡΙΚΑ ΕΓΚΑΙΝΙΑ ΘΕΡΙΝΗΣ ΠΕΡΙΟΔΟΥ — [1176, 1599, 1538, 1617]
page-number: Σελίς 2α — [60, 91, 136, 111]
benghazi-signature: Ο ΠΕΡΙΗΓΗΤΗΣ — [1454, 901, 1556, 916]
table-row: Νεοτσαγκας 435 435 — [933, 1080, 1144, 1093]
exchange-text: Ἡ Εἰσαγγελία Οἰκονομικῶν Ὑποθέσεων προσήγαγε εἰς δίκην τέσσαρας ἐμπόρους διὰ τὴν φυγάδευσιν συναλλάγματος εἰς τὸ ἐξωτερικόν. Ἡ δίκη ὡρίσθη διὰ τὰς 25 Ἰουνίου. — [931, 1298, 1146, 1363]
cinema-item: ΡΑΝΤΙΟ — Τηλ. 30282 Ο ΗΧΟΣ ΤΗΣ ΚΡΑΥΓΗΣ (Μπὲλ Ματάλας, Ροζάννα Σκιάφινο) — [275, 319, 441, 358]
social-item: — Ἐπὶ τῇ σημερινῇ πρώτῃ τοῦ Νέου Ἔτους τῶν Μουσουλμάνων, ὁ «Ταχυδρόμος» εὔχεται πᾶν ποθητὸν εἰς τοὺς Μουσουλμάνους τῆς χώρας μας. — [490, 167, 696, 260]
column-right — [1158, 122, 1556, 2202]
table-row: Ἀλεξ. Πισσωτ. 1290 1290 — [710, 1053, 921, 1066]
table-row: Τραπ. Μισρ 1260 1255 — [710, 1079, 921, 1092]
column-left — [62, 122, 480, 2202]
table-row: Γενικὴ Σπίνινγκ 360 360 — [933, 1212, 1144, 1225]
table-row: Τραπ. Κεντρ. 1152 1152 — [933, 1159, 1144, 1172]
sakkal-street: 26, ὁδὸς Σερὶφ Πασᾶ — [870, 1464, 984, 1477]
gold-heading: Η ΤΙΜΗ ΤΗΣ ΛΙΡΑΣ — [973, 954, 1104, 970]
radio-cairo-right — [275, 565, 480, 670]
social-signature: ΜΙΚΕΣ ΛΕΥΟΥΔΙΑΣ — [575, 603, 696, 618]
last-day-text: Αὔριον εἶναι ἡ τελευταία ἡμέρα ὑποβολῆς αἰτήσεων διὰ τὰς θέσεις ἐργασίας. Ἡ προσοχὴ θὰ στραφῇ εἰς τὰ αἰτήματα καὶ εἰς τὴν ἀποδοχὴν τῶν ἐκτὸς ἐξετάσεων ὑποψηφίων. Ὅσοι δὲν ὑπέβαλον ἀκόμη αἰτήσεις παρακαλοῦνται νὰ σπεύσουν. — [716, 356, 1138, 418]
program-row: 23.30 Εὐχάριστα συγχορδήματα — [277, 657, 455, 669]
last-day-box — [708, 330, 1146, 498]
evian-text: Καραντοέτεων αἱ διαπραγματεύσεις τῆς Ἐβιάν, καὶ καρκινοβατοῦν κατὰ τρόπον εἴπερ ἀπελπιστικόν ἐκδοχὴν. Δὲν θέλομεν νὰ κατηγορήσωμεν τὸν ἕνα ἢ τὸν ἄλλον διὰ τὴν ἐξέλιξιν τῶν πραγματειεῶν εἰς τὸ θέμα τῆς Σαχάρας. Ὁ Στρατηγὸς Ντὲ Γκώλ ἐπιθυμεῖ τὸ τέλος τοῦ πολέμου, καθ' ὃ καὶ ἡ Ἀλγερινὴ Κυβέρνησις. Τὸ πρόβλημα ὅμως παραμένει. Τὰ ἀλγερινὰ στρατεύματα, αἱ συγκρούσεις καὶ αἱ ἀπώλειαι συνεχίζονται. Ἡ Γαλλία ἐπιθυμεῖ νὰ παραμείνῃ ἡ Σαχάρα ὑπὸ γαλλικὸν ἔλεγχον. — [708, 196, 1146, 320]
evian-heading: ΑΙ ΔΙΑΠΡΑΓΜΑΤΕΥΣΕΙΣ ΤΟΥ ΕΒΙΑΝ — [708, 177, 973, 193]
radio-cairo-title: ΡΑΔΙΟΣΤΑΘΜΟΣ ΚΑΙΡΟΥ — [117, 517, 425, 545]
zefyr-phone: Τηλ. 29250 — [1316, 1549, 1398, 1566]
sakkal-company: ΑΙΓΥΠΤΙΑΚΗΣ ΕΤΑΙΡΕΙΑΣ ΕΡΓΟΛΑΒΙΩΝ ΚΑΙ ΟΙΚΟΔΟΜΩΝ (S.E.D.E.C.) — [716, 1451, 1138, 1464]
program-row: 21.00 Μουσικὴ καὶ τραγούδια — [277, 733, 439, 746]
social-item: — Ὑπενθυμίζομεν τὴν αὐριανὴν Γενικὴν Συνέλευσιν τῆς «Ἀθλητικῆς Ἑνώσεως Ἑλλήνων Ἀλεξανδρείας», ἡ ὁποία ὁρίσθη διὰ τὴν 7ην μ.μ. — [490, 351, 696, 428]
program-row: 14.45 Βίαι Ρομάνες — [64, 617, 175, 630]
table-row: Πρεμ. Πρέσσ 311 311 — [933, 1093, 1144, 1106]
program-row: 13.20 Ἔργα Προκόπιο — [64, 582, 189, 595]
novel-paragraph: Μετὰ τὸ δεῖπνο, ἑτοίμασαν τὸ τραπέζι γιὰ μπρίτζ. Ἡ κυρία Γκρέημπορν, ὁ θεῖος Ρ., ἡ Γεραλδίνα καὶ ὁ Ἄλλεν Ρόσσ κάθισαν νὰ παίξουν, ἐνῶ ὁ Μάλκολμ ἔμεινε μὲ τὴν Τζέννιφερ στὴ βεράντα. — [276, 1562, 480, 1671]
aid-column-1 — [1158, 984, 1352, 1467]
lessons-text: Ἡ ἑλληνικὴ παροικία τῆς Αἰγύπτου ὀφείλει νὰ συσπειρωθῇ γύρω ἀπὸ τοὺς θεσμούς της. Μὲ τὴν συνεργασίαν ὅλων θὰ ἐπιτύχωμεν νὰ διατηρήσωμεν τὰ σχολεῖα, τὰ νοσοκομεῖα καὶ τὰ φιλανθρωπικὰ ἱδρύματα, τὰ ὁποῖα ἀποτελοῦν καύχημα τοῦ Ἑλληνισμοῦ. — [708, 686, 1146, 748]
social-item: — Μεθαύριον καὶ ὥραν 9.30 μ.μ. θὰ ἀρχίσῃ εἰς τὰς αἰθούσας τοῦ κινηματογράφου «Λεμὰν» ἡ συνεστίασις. — [490, 687, 696, 748]
novel-title: «ΚΑΤΑ ΛΑΘΟΣ!...» — [104, 907, 438, 1021]
page-masthead — [60, 88, 1560, 114]
sakkal-name: ΡΕΝΕ Α. ΣΑΚΚΑΛ — [810, 1382, 1044, 1413]
novel-continued: (Ἀκολουθεῖ) — [406, 1820, 480, 1835]
novel-column-1: Τί λὲς θὰ μπορέσης νὰ κατέβης γιὰ τὸ δεῖπνο; — Ἐγὼ θὰ σὲ συνοδεύσω. Ἡ μαμά σου σὲ περιμένει. Σὲ εἶχαν ἔρθει νὰ σὲ ἰδοῦν, ἀλλὰ ἐσὺ κοιμόσουν. Ἐφάγαμε ὅλοι μαζί καὶ περάσαμε ὅλο τὸ ἀπόγευμα. *** Ἡ Τζέννιφερ δίστασε μιὰ στιγμή. Μπορούσε ἄραγε ν' ἀντιμετωπίση τὰ βλέμματα τῶν ἄλλων, τώρα ποὺ ἤξερε ὅτι ὁ Μάλκολμ ἦταν ὁ σύζυγός της; Καὶ ἡ Ραχήλ, καὶ ἡ Γεραλδίνα, τί θὰ ἔλεγαν; — Θὰ κατέβω! εἶπε τέλος ἀποφασιστικά. Τώρα θὰ βάλω μιὰ ἀσπρη ἐσθῆτα καὶ θὰ ἔρθω. *** Τί λὲς θὰ μπορέσης νὰ κατέβης γιὰ τὸ δεῖπνο; — Ἐγὼ θὰ σὲ συνοδεύσω. Ἡ μαμά σου σὲ περιμένει. Σὲ εἶχαν ἔρθει νὰ σὲ ἰδοῦν, ἀλλὰ ἐσὺ κοιμόσουν. Ἐφάγαμε ὅλοι μαζί καὶ περάσαμε ὅλο τὸ ἀπόγευμα. Ἡ Τζέννιφερ δίστασε μιὰ στιγμή. Μπορούσε ἄραγε ν' ἀντιμετωπίση τὰ βλέμματα τῶν ἄλλων, τώρα ποὺ ἤξερε ὅτι ὁ Μάλκολμ ἦταν ὁ σύζυγός της; Καὶ ἡ Ραχήλ, καὶ ἡ Γεραλδίνα, τί θὰ ἔλεγαν; *** — Θὰ κατέβω! εἶπε τέλος ἀποφασιστικά. Τώρα θὰ βάλω μιὰ ἀσπρη ἐσθῆτα καὶ θὰ ἔρθω. Τί λὲς θὰ μπορέσης νὰ κατέβης γιὰ τὸ δεῖπνο; — Ἐγὼ θὰ σὲ συνοδεύσω. Ἡ μαμά σου σὲ περιμένει. Σὲ εἶχαν ἔρθει νὰ σὲ ἰδοῦν, ἀλλὰ ἐσὺ κοιμόσουν. Ἐφάγαμε ὅλοι μαζί καὶ περάσαμε ὅλο τὸ ἀπόγευμα. Ἡ Τζέννιφερ δίστασε μιὰ στιγμή. Μπορούσε ἄραγε ν' ἀντιμετωπίση τὰ βλέμματα τῶν ἄλλων, τώρα ποὺ ἤξερε ὅτι ὁ Μάλκολμ ἦταν ὁ σύζυγός της; Καὶ ἡ Ραχήλ, καὶ ἡ Γεραλδίνα, τί θὰ ἔλεγαν; ΕΚΕΙΝΟΣ... Ο «ΓΑΛΑΖΙΟΣ ΔΟΥΚΑΣ» — Θὰ κατέβω! εἶπε τέλος ἀποφασιστικά. Τώρα θὰ βάλω μιὰ ἀσπρη ἐσθῆτα καὶ θὰ ἔρθω. — [62, 1046, 266, 1977]
table-row: Φαλακὰ Ἀλ. 560 560 — [933, 1133, 1144, 1146]
novel-paragraph: — Θὰ κατέβω! εἶπε τέλος ἀποφασιστικά. Τώρα θὰ βάλω μιὰ ἀσπρη ἐσθῆτα καὶ θὰ ἔρθω. — [62, 1298, 266, 1344]
benghazi-paragraph: χαίρεται πολιτῶν καὶ στρατιωτικῶν. Οἱ ἀξιωματικοὶ ἀπῆλθον ἐνθουσιασμένοι διὰ τὴν ὑποδοχὴν. Τὸ Σάββατο, ὁ Πρόξενος παρέθεσεν δεῖπνον εἰς τὴν αἴθουσαν τῆς Κοινότητος μετὰ χοροῦ. Τῇ παρουσίᾳ τοῦ Ἀρχηγοῦ τῆς Κυβερνήσεως καὶ ἄλλων ἐπισήμων. Τὰ φιλικὰ αἰσθήματα τῶν δύο λαῶν ἐξεδηλώθησαν καθ' ὅλην τὴν διάρκειαν τῆς ἐπισκέψεως. — [1362, 694, 1556, 897]
novel-paragraph: «Ἡ Μάλκολμ ἦταν μπροστὰ στὸ ἀνοιχτὸ παράθυρο καὶ κύτταζε τὴ θάλασσα. Ἡ Τζέννιφερ πλησίασε σιγὰ σιγά...» — [276, 1236, 480, 1298]
radio-athens-schedule — [62, 733, 480, 851]
commodity-table — [931, 1081, 1146, 1265]
program-row: 22.00 Τὸ Καλοκαίρι παραγωγῆς — [277, 799, 448, 812]
cinema-item: ΣΤΡΑΝΤ — Τηλ. 22322 SURPRISE PACKAGE (Γιούλ Μπρύνερ, Μιτζι Γκέϊνορ, Νόελ Κόουαρντ) — [275, 449, 441, 501]
social-item: — Ἀναχωροῦν εἰκοσιένεα πρὸς μόνιμον ἐγκατάστασιν εἰς Λονδῖνον καὶ μὲ συγκινήσεις καὶ ἀποχαιρετήσεις τῶν ἐκεῖ συγγενῶν. — [490, 519, 696, 596]
day-title: ΤΗΣ ΗΜΕΡΑΣ — [708, 122, 1146, 170]
novel-paragraph: — Θὰ κατέβω! εἶπε τέλος ἀποφασιστικά. Τώρα θὰ βάλω μιὰ ἀσπρη ἐσθῆτα καὶ θὰ ἔρθω. — [62, 1624, 266, 1671]
program-row: 12.30 Μουσικὸν τοῦ ἀέρος — [64, 565, 213, 578]
sakkal-auction-title: ΠΩΛΗΣΙΣ ΕΙΣ ΠΛΕΙΣΤΗΡΙΑΣΜΟΝ ΤΗΣ ΕΠΙΠΛΩΣΕΩΣ ΓΡΑΦΕΙΟΥ — [736, 1438, 1118, 1451]
program-row: 15.15 Μιὰ ἑκατὸ ἀπὸ μικρόφωνο — [64, 635, 246, 648]
small-ads-text: ΠΑΡΑΔΙΔΟΝΤΑΙ μαθήματα Κοπτικῆς καὶ Ἀγγλικῆς. Πληροφορίαι τῷ γραφείῳ τοῦ Ταχυδρόμου. Ὁδὸς Χαμάκου, ἀρ. 17. — [490, 1687, 696, 1764]
novel-paragraph: Μετὰ τὸ δεῖπνο, ἑτοίμασαν τὸ τραπέζι γιὰ μπρίτζ. Ἡ κυρία Γκρέημπορν, ὁ θεῖος Ρ., ἡ Γεραλδίνα καὶ ὁ Ἄλλεν Ρόσσ κάθισαν νὰ παίξουν, ἐνῶ ὁ Μάλκολμ ἔμεινε μὲ τὴν Τζέννιφερ στὴ βεράντα. — [276, 1099, 480, 1208]
lessons-text: Ἡ πρόσφατος ἐπιτυχία τοῦ Προέδρου Μακαρίου κατὰ τὰς ἐπαφάς του μετὰ τῶν κρατῶν τῆς Ἀφρικῆς καὶ Ἀσίας ἀποδεικνύει ὅτι ἡ Κύπρος ἀναγνωρίζεται ὡς αὐτοτελὴς παράγων τῆς διεθνοῦς πολιτικῆς. Ἐκ τῆς ἐπισκέψεως τοῦ Μακαρίου εἰς τὰς πρωτευούσας τῆς Μέσης Ἀνατολῆς ἀναμένονται θετικὰ ἀποτελέσματα. Αἱ σχέσεις Ἑλλάδος καὶ Αἰγύπτου ὀφείλουν νὰ ἐνισχυθοῦν, διότι ἀμφότεραι αἱ χῶραι ἔχουν κοινὰ συμφέροντα. Ὁ Ἑλληνισμὸς τῆς Αἰγύπτου ἀπέδειξε τὴν ἀφοσίωσίν του πρὸς τὴν φιλοξενοῦσαν χώραν καὶ ἡ συνεργασία τῶν δύο λαῶν εἶναι ἀναγκαία. — [708, 752, 1146, 892]
aid-paragraph: Αἱ οἰκογένειαι τῶν ταξιδιωτῶν θὰ δύνανται νὰ λαμβάνουν πληροφορίας διὰ τηλεφώνου. Ἡ ὑπηρεσία θὰ λειτουργεῖ καθ' ὅλην τὴν διάρκειαν τοῦ καλοκαιριοῦ. — [1362, 984, 1556, 1077]
radio-athens-left — [62, 733, 267, 851]
novel-kicker: ΤΟ ΜΥΘΙΣΤΟΡΗΜΑ ΜΑΣ — [62, 869, 480, 902]
benghazi-body — [1158, 281, 1556, 921]
cinema-item: ΛΟΥΝΑ ΠΑΡΚ — Τηλ. 73938 (2 ἔργα) ΜΙΑ ΖΩΗ ΠΟΥ ΕΧΟΥΜΕ (Ἀνθόνυ Χόπ, Ἰβὲτ Σαννόν) καὶ JAMMY AND THE BACHELOR (Μπὴρτ Ρέυνολντς) — [62, 288, 241, 354]
program-row: 15.45 Ἑλληνικὰ τραγούδια — [64, 652, 215, 665]
cinema-item: ΡΙΑΛΤΟ — Τηλ. 24694 THE DARK AT THE TOP OF THE STAIRS (Ρόμπερ Πρέστον, Ντόροθυ Μακ Γκουάιρ) — [275, 262, 465, 315]
social-title: ΚΟΙΝΩΝΙΚΑ — [490, 122, 696, 162]
patmos-text: (Συνέχεια ἐκ τῆς 1ης σελίδος) νὰ διασώσωσιν τὰ κτίρια καὶ μάλιστα τοὺς πολύτιμους θησαυροὺς της. Ἡ βιβλιοθήκη τῆς Πάτμου ἀποτελεῖ μοναδικὸν ἐπιστημονικὸν θησαυρὸν. — [490, 1155, 696, 1248]
cinema-item: ΛΑ ΓΚΑΙΤΕ — Τηλ. 71225 (2 ἔργα) LET'S MAKE LOVE (Μαίριλυν Μονρόε, Ὑβ Μοντάν) καὶ SLEEPING BEAUTY (τοῦ Γουόλτ Ντίσνεϋ) — [62, 219, 256, 284]
table-row: Ἀλεξάνδρια Σπίνινγκ 262 262 — [933, 1146, 1144, 1159]
